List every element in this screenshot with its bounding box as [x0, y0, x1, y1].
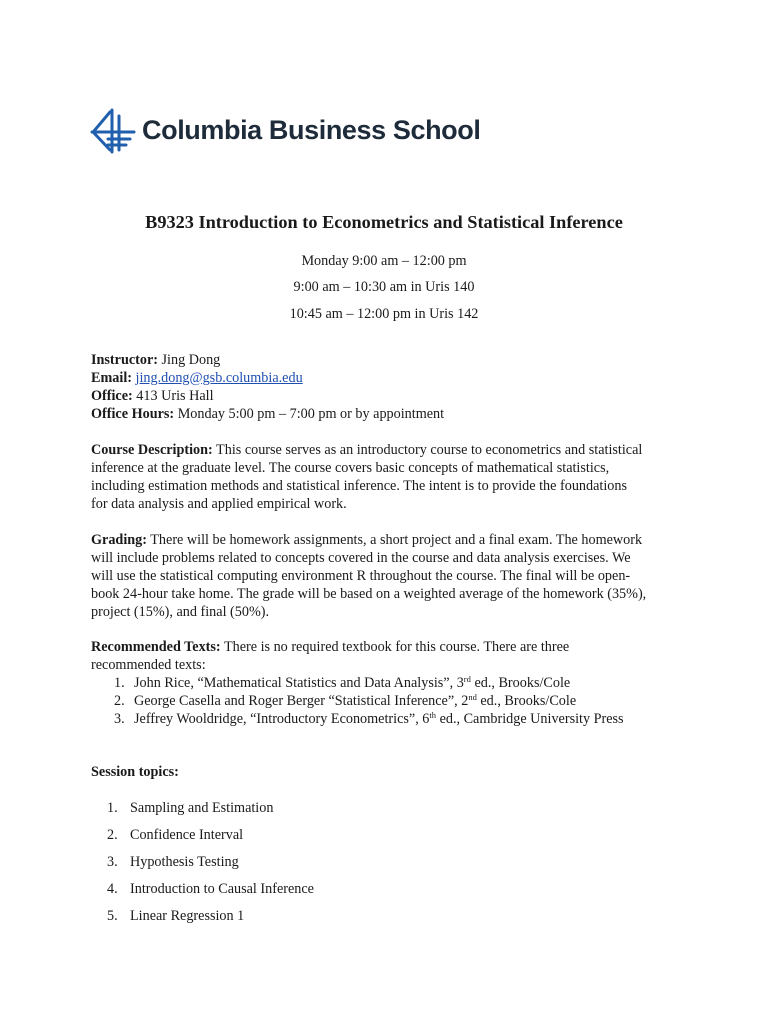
texts-intro: There is no required textbook for this course. There are three	[220, 639, 570, 655]
grading-text: will use the statistical computing environment R throughout the course. The final will be open-	[91, 568, 631, 584]
logo-wordmark: Columbia Business School	[142, 114, 481, 145]
course-description	[91, 441, 687, 513]
email-line	[91, 369, 687, 387]
schedule-line: Monday 9:00 am – 12:00 pm	[301, 253, 467, 269]
list-item: 3. Hypothesis Testing	[107, 854, 239, 870]
grading-label: Grading:	[91, 532, 147, 548]
texts-intro: recommended texts:	[91, 657, 206, 673]
schedule-line: 9:00 am – 10:30 am in Uris 140	[293, 279, 475, 295]
recommended-texts	[91, 638, 687, 728]
office-value: 413 Uris Hall	[132, 388, 214, 404]
list-item: 3. Jeffrey Wooldridge, “Introductory Econometrics”, 6th ed., Cambridge University Press	[114, 710, 624, 727]
list-item: 1. Sampling and Estimation	[107, 800, 274, 816]
description-text: including estimation methods and statistical inference. The intent is to provide the foundations	[91, 478, 627, 494]
description-text: for data analysis and applied empirical work.	[91, 496, 347, 512]
email-label: Email:	[91, 370, 132, 386]
instructor-label: Instructor:	[91, 352, 158, 368]
list-item: 5. Linear Regression 1	[107, 908, 245, 924]
grading-text: There will be homework assignments, a short project and a final exam. The homework	[146, 532, 643, 548]
office-hours-value: Monday 5:00 pm – 7:00 pm or by appointment	[174, 406, 445, 422]
office-hours-line	[91, 405, 687, 423]
office-label: Office:	[91, 388, 133, 404]
course-title: B9323 Introduction to Econometrics and Statistical Inference	[145, 212, 623, 232]
columbia-crown-icon	[90, 106, 136, 154]
grading-section	[91, 531, 687, 621]
instructor-info	[91, 351, 687, 423]
email-link[interactable]: jing.dong@gsb.columbia.edu	[135, 370, 303, 386]
grading-text: book 24-hour take home. The grade will be based on a weighted average of the homework (35%),	[91, 586, 647, 602]
description-text: This course serves as an introductory course to econometrics and statistical	[212, 442, 643, 458]
office-line	[91, 387, 687, 405]
description-text: inference at the graduate level. The course covers basic concepts of mathematical statistics,	[91, 460, 610, 476]
office-hours-label: Office Hours:	[91, 406, 175, 422]
schedule-line: 10:45 am – 12:00 pm in Uris 142	[289, 306, 479, 322]
texts-list	[91, 674, 687, 728]
description-label: Course Description:	[91, 442, 213, 458]
texts-label: Recommended Texts:	[91, 639, 221, 655]
grading-text: project (15%), and final (50%).	[91, 604, 270, 620]
list-item: 2. George Casella and Roger Berger “Statistical Inference”, 2nd ed., Brooks/Cole	[114, 692, 577, 709]
list-item: 2. Confidence Interval	[107, 827, 244, 843]
session-topics-heading: Session topics:	[91, 764, 179, 780]
list-item: 1. John Rice, “Mathematical Statistics and Data Analysis”, 3rd ed., Brooks/Cole	[114, 674, 571, 691]
columbia-business-school-logo	[90, 106, 480, 154]
instructor-name: Jing Dong	[157, 352, 221, 368]
instructor-line	[91, 351, 687, 369]
grading-text: will include problems related to concepts covered in the course and data analysis exercises. We	[91, 550, 631, 566]
list-item: 4. Introduction to Causal Inference	[107, 881, 314, 897]
session-topics-list	[91, 798, 591, 933]
